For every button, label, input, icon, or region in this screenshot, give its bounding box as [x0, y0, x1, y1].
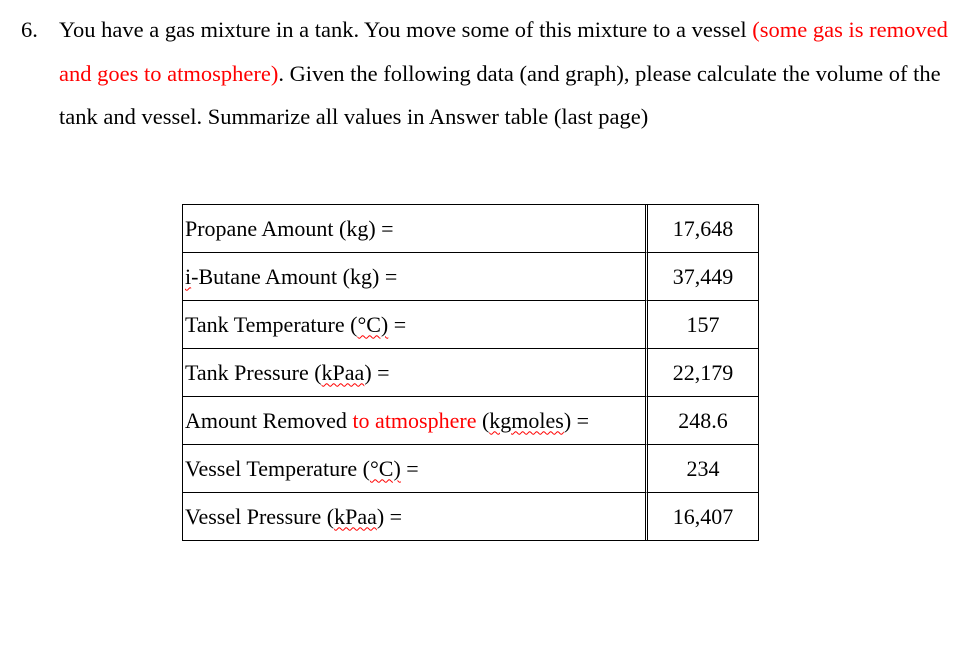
- label-post: =: [400, 455, 419, 481]
- row-label: [183, 397, 648, 445]
- row-value: 234: [648, 445, 758, 493]
- table-row-propane: [183, 205, 758, 253]
- question-number: 6.: [21, 17, 38, 42]
- label-post: =: [388, 311, 407, 337]
- data-table: [182, 204, 759, 541]
- row-label: [183, 445, 648, 493]
- question-text-red: (some gas is removed and goes to atmosphere): [59, 17, 948, 86]
- label-post: ) =: [563, 407, 590, 433]
- row-value: 248.6: [648, 397, 758, 445]
- row-label: [183, 349, 648, 397]
- question-text-part1: You have a gas mixture in a tank. You move some of this mixture to a vessel: [59, 17, 753, 42]
- table-row-butane: [183, 253, 758, 301]
- label-wavy-part: i: [185, 263, 192, 289]
- table-row-vessel-temperature: [183, 445, 758, 493]
- label-post: ) =: [364, 359, 390, 385]
- table-row-vessel-pressure: [183, 493, 758, 540]
- row-value: 17,648: [648, 205, 758, 253]
- row-value: 22,179: [648, 349, 758, 397]
- label-red-part: to atmosphere: [352, 407, 477, 433]
- table-row-amount-removed: [183, 397, 758, 445]
- row-value: 16,407: [672, 503, 734, 529]
- label-wavy-part: °C): [357, 311, 389, 337]
- table-row-tank-temperature: [183, 301, 758, 349]
- row-label: [183, 301, 648, 349]
- question-text: [59, 8, 951, 139]
- label-wavy-part: kPaa: [321, 359, 365, 385]
- question-text-part2: . Given the following data (and graph), please calculate the volume of the tank and vessel. Summarize all values in Answer table (last page): [59, 60, 941, 129]
- label-post: ) =: [376, 503, 403, 529]
- label-pre: Tank Pressure (: [185, 359, 322, 385]
- label-rest: -Butane Amount (kg) =: [191, 263, 398, 289]
- row-label: [183, 253, 648, 301]
- row-label: Propane Amount (kg) =: [183, 205, 648, 253]
- label-pre: Tank Temperature (: [185, 311, 358, 337]
- label-wavy-part: °C): [369, 455, 401, 481]
- table-row-tank-pressure: [183, 349, 758, 397]
- label-pre: Amount Removed: [185, 407, 353, 433]
- label-pre: Vessel Pressure (: [185, 503, 335, 529]
- label-mid: (: [476, 407, 490, 433]
- row-label: [183, 493, 648, 540]
- row-value: 37,449: [648, 253, 758, 301]
- row-value: 157: [648, 301, 758, 349]
- label-pre: Vessel Temperature (: [185, 455, 370, 481]
- label-wavy-part: kPaa: [334, 503, 377, 529]
- label-wavy-part: kgmoles: [489, 407, 564, 433]
